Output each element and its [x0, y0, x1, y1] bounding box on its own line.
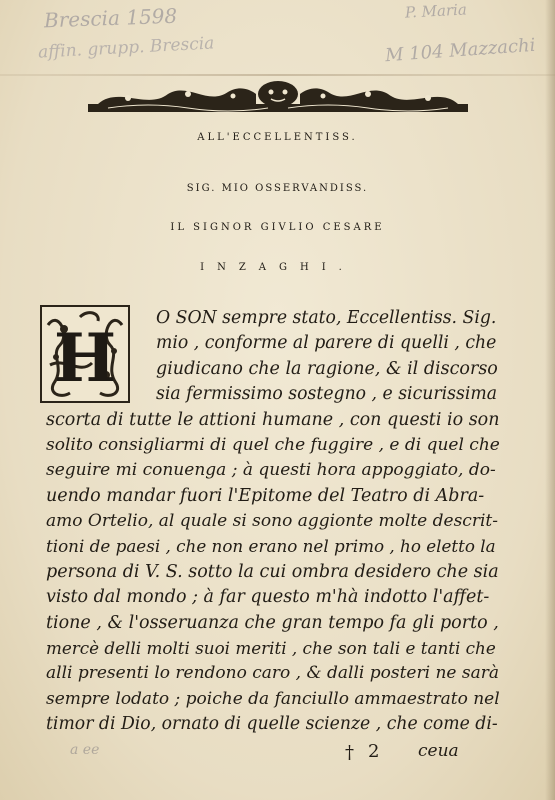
footer-scribble: a ee [70, 742, 100, 758]
headpiece-ornament [88, 80, 468, 116]
initial-letter: H [53, 319, 117, 397]
footer-cross-mark: † [345, 742, 354, 763]
catchword: ceua [418, 741, 459, 761]
decorated-initial [40, 305, 130, 403]
body-line: tione , & l'osseruanza che gran tempo fa gli porto , [46, 612, 499, 633]
body-line: tioni de paesi , che non erano nel primo , ho eletto la [46, 536, 496, 557]
body-line: timor di Dio, ornato di quelle scienze , che come di- [46, 714, 498, 734]
body-line: solito consigliarmi di quel che fuggire , e di quel che [46, 434, 500, 455]
manuscript-note-left-2: affin. grupp. Brescia [37, 33, 215, 63]
body-line: mio , conforme al parere di quelli , che [156, 333, 497, 354]
dedication-heading-line-1: ALL'ECCELLENTISS. [197, 132, 358, 143]
body-line: seguire mi conuenga ; à questi hora appoggiato, do- [46, 460, 496, 481]
body-line: O SON sempre stato, Eccellentiss. Sig. [156, 308, 497, 328]
body-line: amo Ortelio, al quale si sono aggionte molte descrit- [46, 511, 498, 531]
page-edge-shadow [545, 0, 555, 800]
dedication-heading-line-3: IL SIGNOR GIVLIO CESARE [170, 222, 385, 233]
paper-fold-line [0, 74, 555, 76]
body-line: uendo mandar fuori l'Epitome del Teatro di Abra- [46, 485, 485, 506]
body-line: alli presenti lo rendono caro , & dalli posteri ne sarà [46, 663, 499, 684]
manuscript-note-right-1: P. Maria [404, 0, 468, 22]
dedication-heading-line-4: INZAGHI. [200, 262, 355, 273]
body-line: giudicano che la ragione, & il discorso [156, 358, 498, 379]
manuscript-note-left-1: Brescia 1598 [43, 3, 178, 33]
manuscript-note-right-2: M 104 Mazzachi [384, 34, 537, 67]
body-line: sia fermissimo sostegno , e sicurissima [156, 384, 497, 405]
body-line: persona di V. S. sotto la cui ombra desidero che sia [46, 561, 499, 582]
body-line: mercè delli molti suoi meriti , che son tali e tanti che [46, 637, 496, 658]
page-number: 2 [368, 741, 380, 762]
body-line: sempre lodato ; poiche da fanciullo ammaestrato nel [46, 688, 500, 709]
dedication-heading-line-2: SIG. MIO OSSERVANDISS. [186, 183, 369, 194]
body-line: scorta di tutte le attioni humane , con questi io son [46, 409, 500, 430]
body-line: visto dal mondo ; à far questo m'hà indotto l'affet- [46, 587, 490, 608]
